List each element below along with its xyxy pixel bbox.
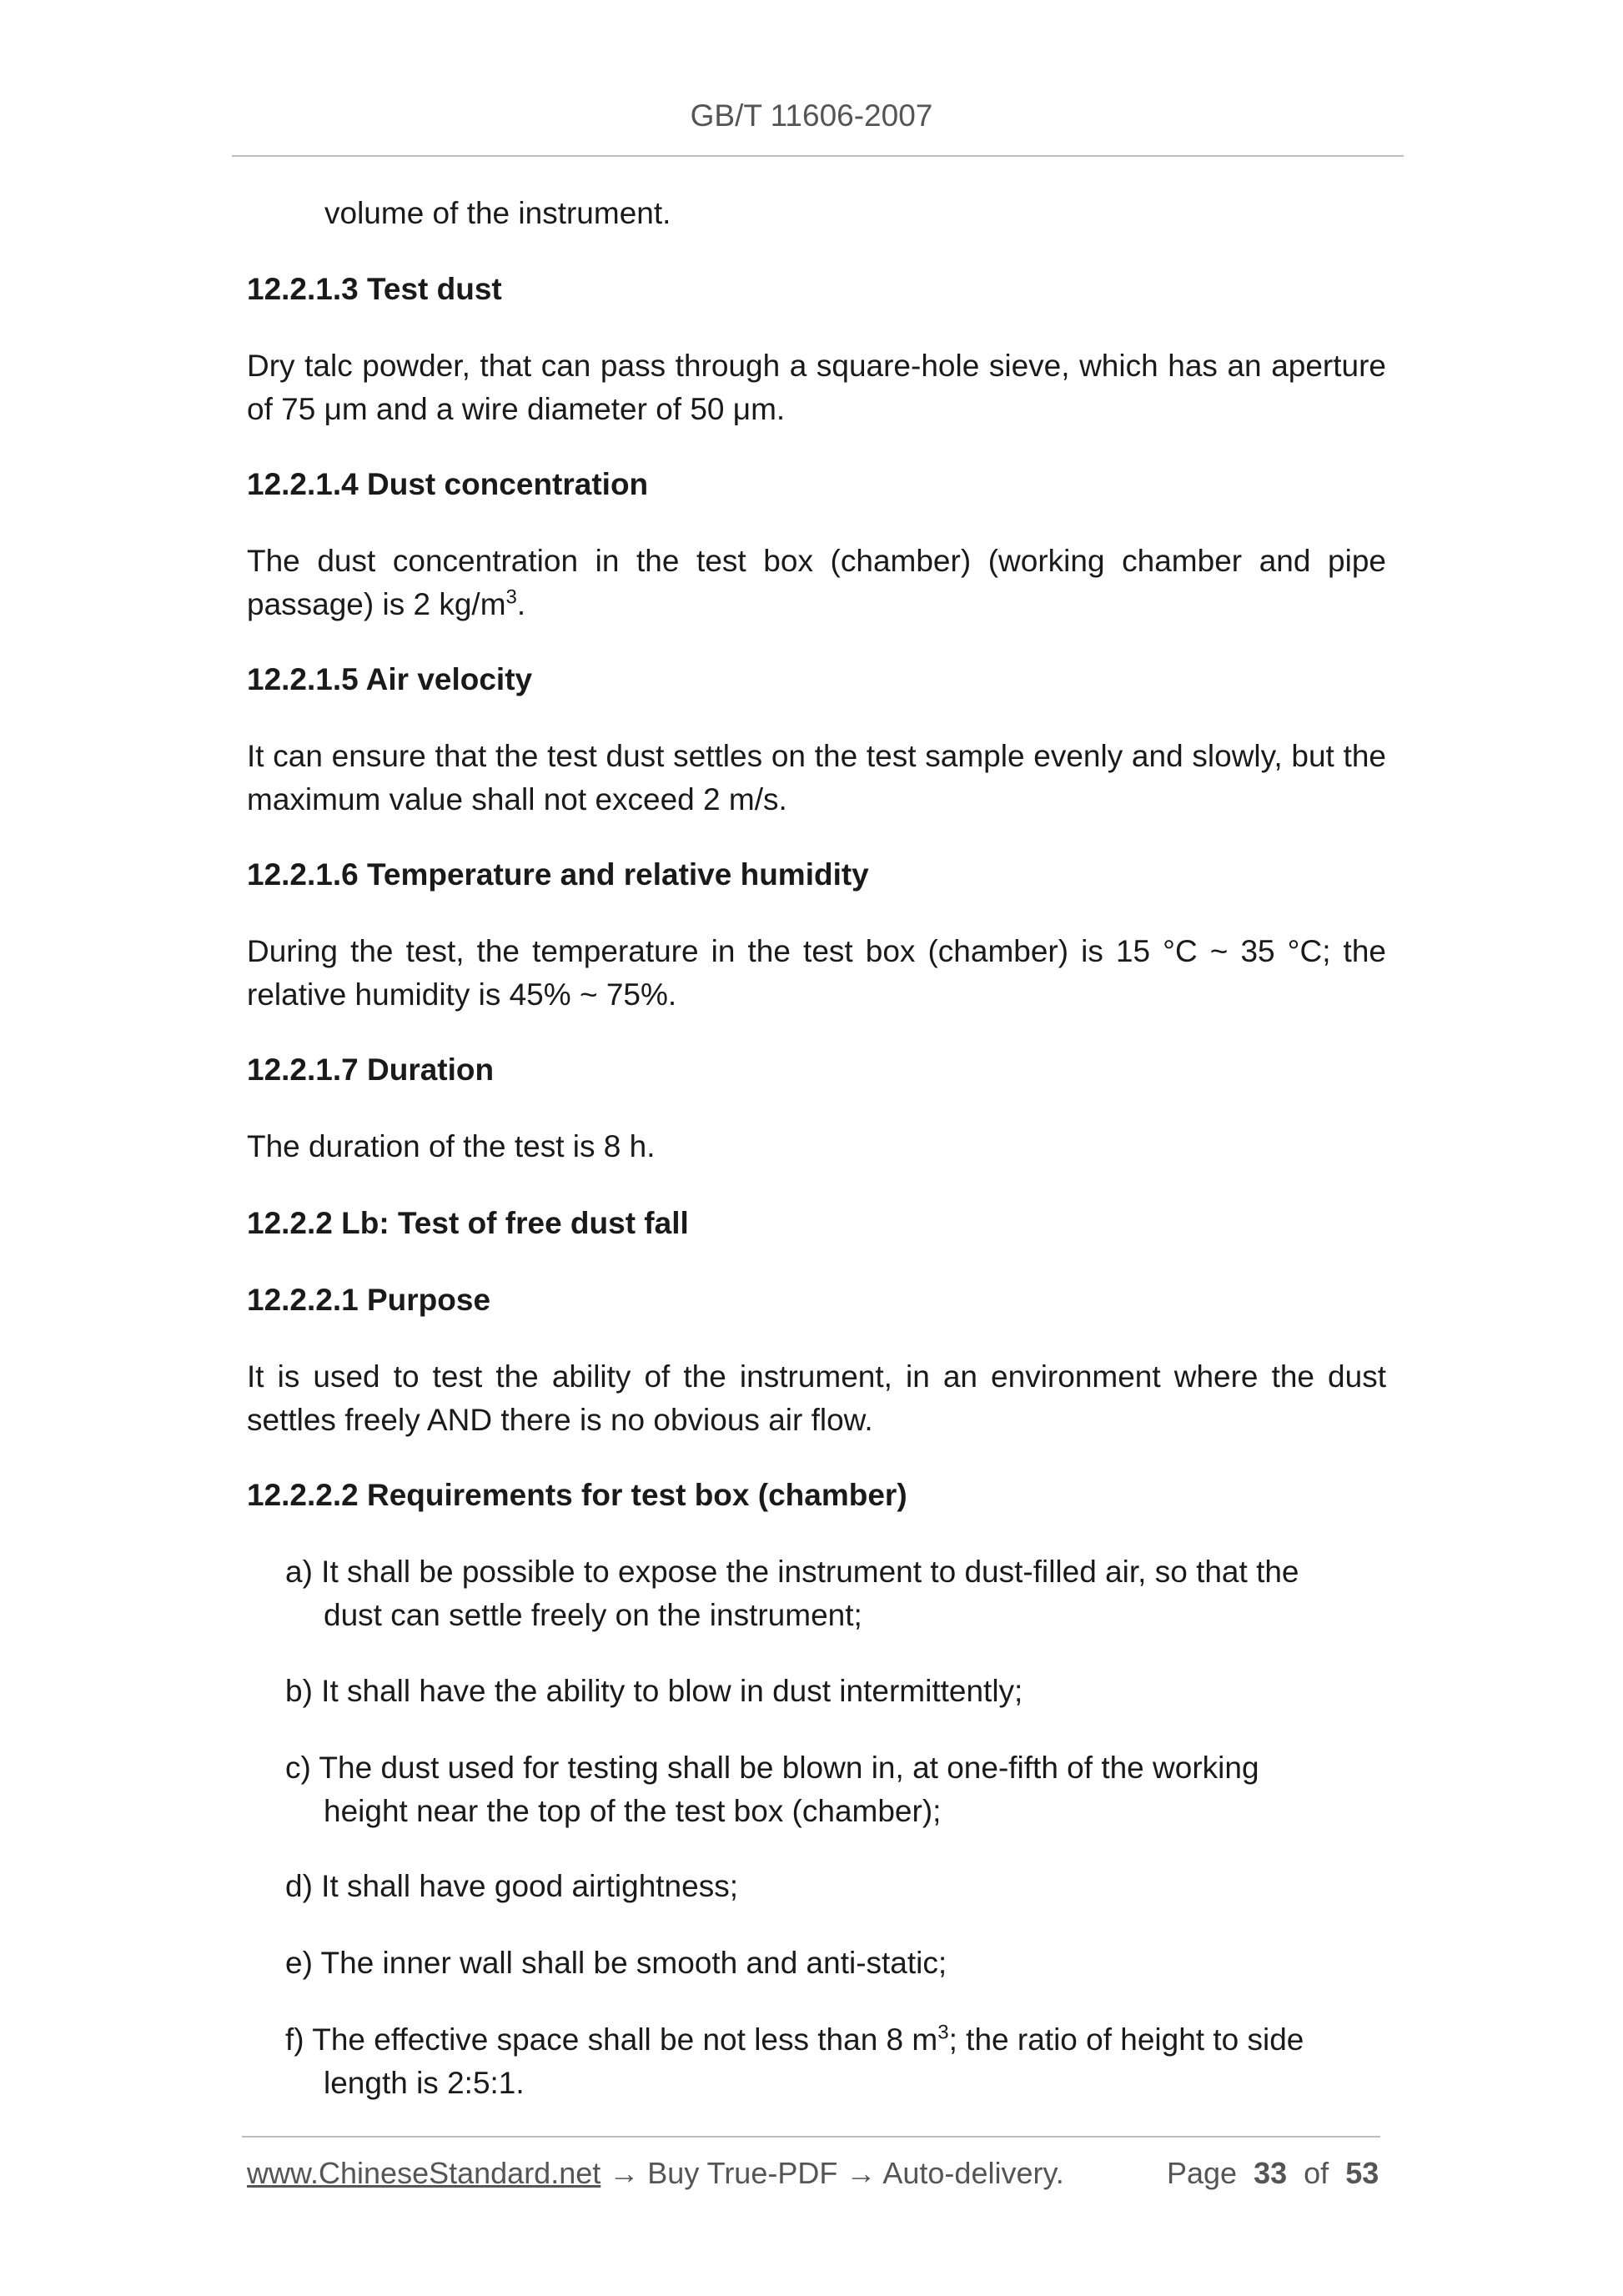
section-heading-12-2-2: 12.2.2 Lb: Test of free dust fall (247, 1206, 689, 1240)
list-item-a-line1: a) It shall be possible to expose the instrument to dust-filled air, so that the (285, 1555, 1299, 1589)
section-heading-12-2-1-3: 12.2.1.3 Test dust (247, 272, 502, 306)
section-text-12-2-1-5: It can ensure that the test dust settles on the test sample evenly and slowly, but the maximum value shall not exceed 2 m/s. (247, 739, 1386, 816)
section-text-12-2-1-4 (247, 540, 1386, 626)
list-item-c (285, 1746, 1386, 1833)
section-heading-12-2-1-7: 12.2.1.7 Duration (247, 1053, 495, 1087)
current-page-number: 33 (1254, 2156, 1288, 2190)
list-item-f-line2: length is 2:5:1. (324, 2066, 525, 2100)
section-text-12-2-1-6: During the test, the temperature in the test box (chamber) is 15 °C ~ 35 °C; the relative humidity is 45% ~ 75%. (247, 934, 1386, 1012)
website-link[interactable]: www.ChineseStandard.net (247, 2156, 601, 2190)
arrow-right-icon: → (609, 2156, 640, 2190)
list-item-f-line1 (285, 2022, 1304, 2057)
section-heading-12-2-1-4: 12.2.1.4 Dust concentration (247, 467, 649, 501)
cubic-superscript: 3 (937, 2021, 949, 2044)
section-heading-12-2-1-6: 12.2.1.6 Temperature and relative humidity (247, 857, 869, 892)
list-item-c-line2: height near the top of the test box (chamber); (324, 1794, 942, 1828)
arrow-right-icon: → (846, 2156, 877, 2190)
list-item-d-line1: d) It shall have good airtightness; (285, 1869, 738, 1903)
header-divider (232, 155, 1404, 157)
list-item-b (285, 1670, 1386, 1713)
list-item-f (285, 2018, 1386, 2105)
section-text-12-2-1-3: Dry talc powder, that can pass through a square-hole sieve, which has an aperture of 75 μm and a wire diameter of 50 μm. (247, 349, 1386, 426)
page-label: Page (1167, 2156, 1238, 2190)
continued-text: volume of the instrument. (324, 196, 671, 230)
document-header: GB/T 11606-2007 (690, 98, 933, 133)
total-pages-number: 53 (1345, 2156, 1379, 2190)
page-indicator (1167, 2156, 1379, 2191)
section-heading-12-2-2-2: 12.2.2.2 Requirements for test box (chamber) (247, 1478, 907, 1512)
list-item-d (285, 1865, 1386, 1908)
list-item-a-line2: dust can settle freely on the instrument; (324, 1598, 862, 1632)
list-item-b-line1: b) It shall have the ability to blow in dust intermittently; (285, 1674, 1023, 1708)
list-item-c-line1: c) The dust used for testing shall be blown in, at one-fifth of the working (285, 1751, 1259, 1785)
cubic-superscript: 3 (505, 585, 517, 609)
footer-promo (247, 2156, 1064, 2191)
section-text-12-2-2-1: It is used to test the ability of the instrument, in an environment where the dust settles freely AND there is no obvious air flow. (247, 1359, 1386, 1437)
list-item-e (285, 1942, 1386, 1985)
section-text-12-2-1-7: The duration of the test is 8 h. (247, 1129, 656, 1163)
section-heading-12-2-1-5: 12.2.1.5 Air velocity (247, 662, 533, 696)
section-heading-12-2-2-1: 12.2.2.1 Purpose (247, 1283, 491, 1317)
footer-divider (242, 2136, 1380, 2138)
list-item-f-text: f) The effective space shall be not less than 8 m (285, 2022, 938, 2057)
buy-true-pdf-text: Buy True-PDF (647, 2156, 838, 2190)
sentence-end: . (516, 587, 526, 621)
dust-concentration-text: The dust concentration in the test box (chamber) (working chamber and pipe passage) is 2 kg/m (247, 544, 1386, 621)
auto-delivery-text: Auto-delivery. (882, 2156, 1064, 2190)
list-item-a (285, 1550, 1386, 1637)
list-item-f-text-rest: ; the ratio of height to side (948, 2022, 1304, 2057)
list-item-e-line1: e) The inner wall shall be smooth and anti-static; (285, 1946, 947, 1980)
of-label: of (1304, 2156, 1329, 2190)
